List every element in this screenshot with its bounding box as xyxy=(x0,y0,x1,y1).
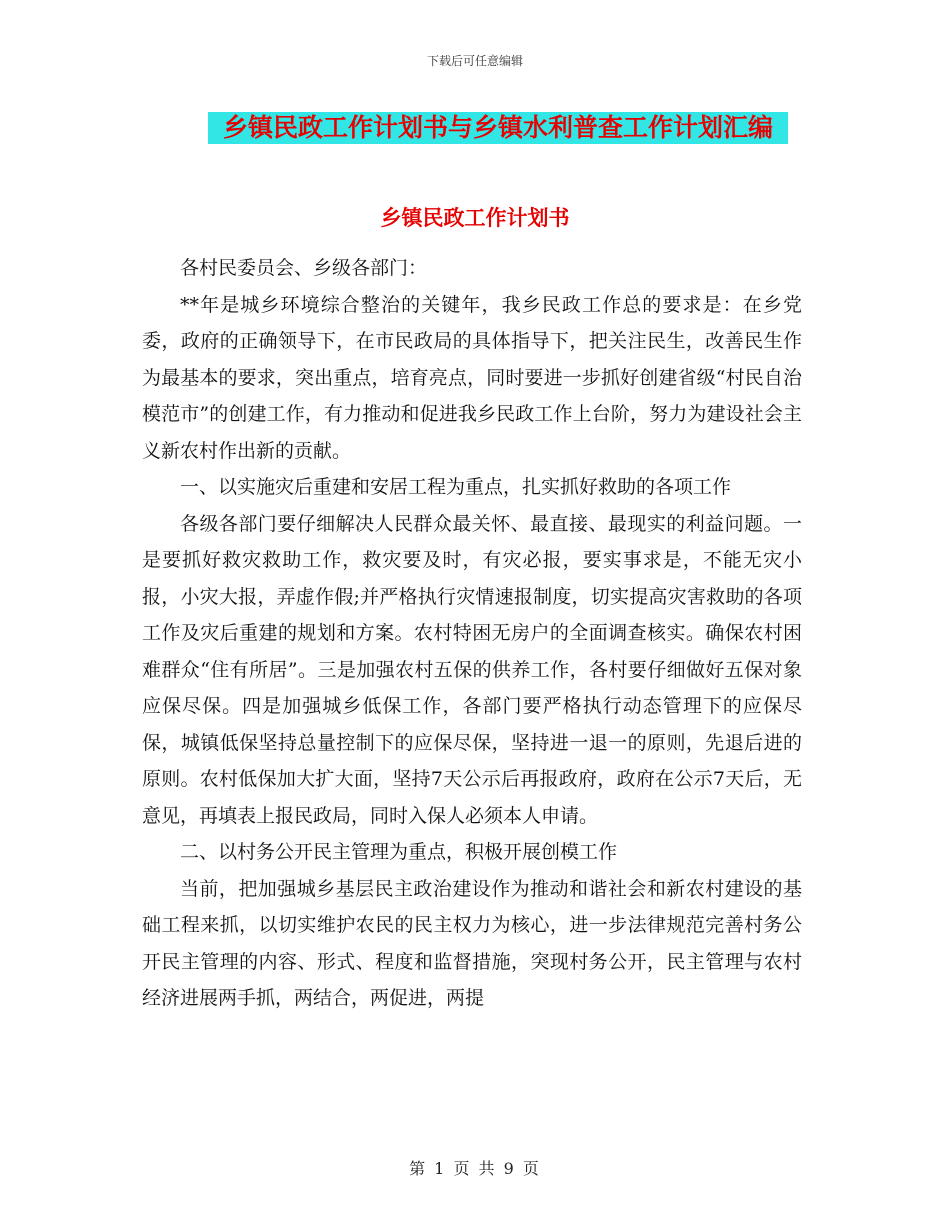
header-note: 下载后可任意编辑 xyxy=(426,54,523,68)
section-2-paragraph: 当前，把加强城乡基层民主政治建设作为推动和谐社会和新农村建设的基础工程来抓，以切实维护农民的民主权力为核心，进一步法律规范完善村务公开民主管理的内容、形式、程度和监督措施，突现村务公开，民主管理与农村经济进展两手抓，两结合，两促进，两提 xyxy=(142,877,802,1009)
section-title: 乡镇民政工作计划书 xyxy=(380,206,570,230)
body-text xyxy=(142,250,802,1017)
document-title: 乡镇民政工作计划书与乡镇水利普查工作计划汇编 xyxy=(208,112,788,144)
section-1-paragraph: 各级各部门要仔细解决人民群众最关怀、最直接、最现实的利益问题。一是要抓好救灾救助工作，救灾要及时，有灾必报，要实事求是，不能无灾小报，小灾大报，弄虚作假;并严格执行灾情速报制度，切实提高灾害救助的各项工作及灾后重建的规划和方案。农村特困无房户的全面调查核实。确保农村困难群众“住有所居”。三是加强农村五保的供养工作，各村要仔细做好五保对象应保尽保。四是加强城乡低保工作，各部门要严格执行动态管理下的应保尽保，城镇低保坚持总量控制下的应保尽保，坚持进一退一的原则，先退后进的原则。农村低保加大扩大面，坚持7天公示后再报政府，政府在公示7天后，无意见，再填表上报民政局，同时入保人必须本人申请。 xyxy=(142,512,802,827)
intro-paragraph: **年是城乡环境综合整治的关键年，我乡民政工作总的要求是：在乡党委，政府的正确领导下，在市民政局的具体指导下，把关注民生，改善民生作为最基本的要求，突出重点，培育亮点，同时要进一步抓好创建省级“村民自治模范市”的创建工作，有力推动和促进我乡民政工作上台阶，努力为建设社会主义新农村作出新的贡献。 xyxy=(142,293,802,462)
salutation-paragraph: 各村民委员会、乡级各部门： xyxy=(180,257,428,279)
page-footer: 第 1 页 共 9 页 xyxy=(409,1159,541,1178)
section-heading-2: 二、以村务公开民主管理为重点，积极开展创模工作 xyxy=(180,841,618,863)
section-heading-1: 一、以实施灾后重建和安居工程为重点，扎实抓好救助的各项工作 xyxy=(180,476,732,498)
